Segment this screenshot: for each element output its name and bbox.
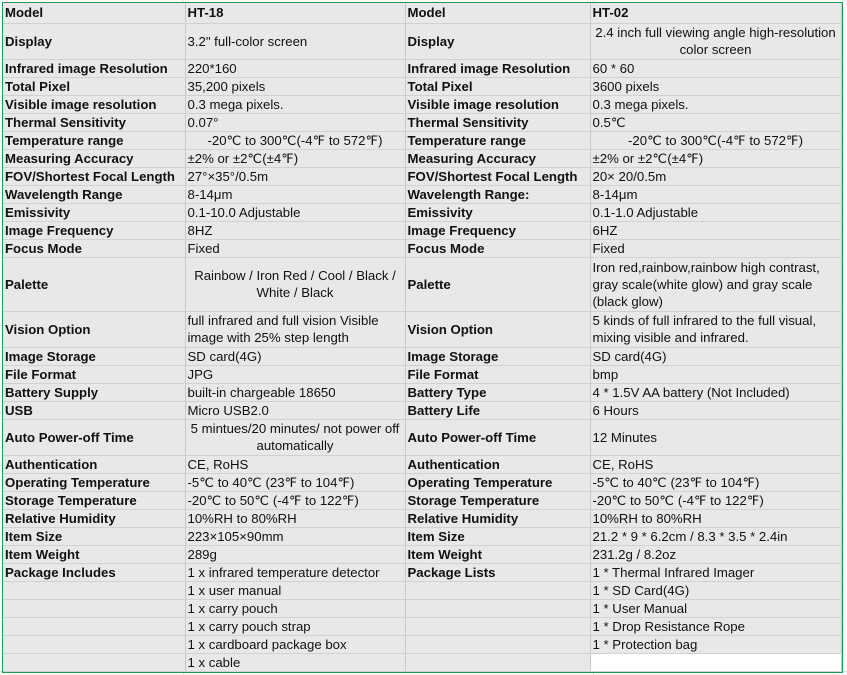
spec-comparison-table [3,3,842,672]
table-row [3,401,841,419]
cell-value-a[interactable]: 0.07° [185,113,405,131]
cell-label-a[interactable]: Measuring Accuracy [3,149,185,167]
cell-label-a[interactable]: Emissivity [3,203,185,221]
cell-label-a[interactable]: FOV/Shortest Focal Length [3,167,185,185]
cell-label-b[interactable]: Storage Temperature [405,491,590,509]
cell-value-b[interactable]: -20℃ to 50℃ (-4℉ to 122℉) [590,491,841,509]
cell-value-a[interactable]: 8-14μm [185,185,405,203]
cell-label-b[interactable]: Item Weight [405,545,590,563]
cell-label-a[interactable]: Battery Supply [3,383,185,401]
table-row [3,527,841,545]
cell-label-a[interactable] [3,581,185,599]
table-row [3,239,841,257]
cell-label-a[interactable]: Image Storage [3,347,185,365]
cell-value-a[interactable]: ±2% or ±2℃(±4℉) [185,149,405,167]
table-row [3,131,841,149]
cell-label-b[interactable]: Emissivity [405,203,590,221]
cell-label-b[interactable]: Wavelength Range: [405,185,590,203]
cell-label-a[interactable]: Palette [3,257,185,311]
cell-value-a[interactable]: 10%RH to 80%RH [185,509,405,527]
cell-value-a[interactable]: Rainbow / Iron Red / Cool / Black / White / Black [185,257,405,311]
cell-value-b[interactable]: 0.5℃ [590,113,841,131]
cell-value-a[interactable]: CE, RoHS [185,455,405,473]
cell-value-b[interactable]: 4 * 1.5V AA battery (Not Included) [590,383,841,401]
cell-label-a[interactable]: Auto Power-off Time [3,419,185,455]
cell-label-a[interactable]: Total Pixel [3,77,185,95]
table-row [3,59,841,77]
cell-value-a[interactable]: -20℃ to 50℃ (-4℉ to 122℉) [185,491,405,509]
cell-value-b[interactable]: 6 Hours [590,401,841,419]
table-row [3,95,841,113]
table-row [3,617,841,635]
cell-label-a[interactable]: Vision Option [3,311,185,347]
table-row [3,203,841,221]
cell-label-b[interactable] [405,599,590,617]
cell-label-b[interactable] [405,653,590,671]
cell-label-a[interactable] [3,617,185,635]
cell-value-b[interactable]: 60 * 60 [590,59,841,77]
cell-value-a[interactable]: 35,200 pixels [185,77,405,95]
cell-value-b[interactable]: 1 * Thermal Infrared Imager [590,563,841,581]
cell-value-a[interactable]: HT-18 [185,3,405,23]
cell-value-a[interactable]: 5 mintues/20 minutes/ not power off automatically [185,419,405,455]
table-row [3,3,841,23]
cell-value-a[interactable]: 1 x user manual [185,581,405,599]
table-row [3,563,841,581]
table-row [3,113,841,131]
cell-value-b[interactable]: 1 * SD Card(4G) [590,581,841,599]
table-row [3,653,841,671]
cell-value-a[interactable]: 1 x infrared temperature detector [185,563,405,581]
cell-value-b[interactable]: SD card(4G) [590,347,841,365]
cell-label-b[interactable]: Infrared image Resolution [405,59,590,77]
cell-label-b[interactable]: FOV/Shortest Focal Length [405,167,590,185]
cell-label-b[interactable]: Palette [405,257,590,311]
cell-value-a[interactable]: 3.2" full-color screen [185,23,405,59]
cell-value-b[interactable]: 0.1-1.0 Adjustable [590,203,841,221]
cell-label-b[interactable] [405,635,590,653]
cell-value-a[interactable]: 1 x carry pouch strap [185,617,405,635]
table-row [3,599,841,617]
cell-label-b[interactable]: Package Lists [405,563,590,581]
cell-label-a[interactable]: Item Size [3,527,185,545]
table-row [3,383,841,401]
cell-value-a[interactable]: 220*160 [185,59,405,77]
cell-value-a[interactable]: 0.3 mega pixels. [185,95,405,113]
cell-label-a[interactable]: Item Weight [3,545,185,563]
cell-value-b[interactable]: CE, RoHS [590,455,841,473]
cell-label-a[interactable]: Display [3,23,185,59]
cell-label-a[interactable]: Image Frequency [3,221,185,239]
cell-value-b[interactable]: Iron red,rainbow,rainbow high contrast, gray scale(white glow) and gray scale (black glow) [590,257,841,311]
cell-label-b[interactable]: Visible image resolution [405,95,590,113]
cell-label-a[interactable]: Relative Humidity [3,509,185,527]
cell-label-b[interactable] [405,617,590,635]
cell-value-b[interactable]: 6HZ [590,221,841,239]
cell-label-a[interactable]: Thermal Sensitivity [3,113,185,131]
cell-label-a[interactable]: Wavelength Range [3,185,185,203]
cell-label-b[interactable]: Relative Humidity [405,509,590,527]
cell-value-b[interactable]: 231.2g / 8.2oz [590,545,841,563]
cell-value-a[interactable]: Fixed [185,239,405,257]
cell-value-a[interactable]: JPG [185,365,405,383]
cell-label-b[interactable]: Temperature range [405,131,590,149]
cell-label-b[interactable]: Auto Power-off Time [405,419,590,455]
cell-value-b[interactable]: 20× 20/0.5m [590,167,841,185]
cell-label-b[interactable]: Thermal Sensitivity [405,113,590,131]
cell-value-a[interactable]: 8HZ [185,221,405,239]
cell-label-b[interactable]: Item Size [405,527,590,545]
cell-label-b[interactable] [405,581,590,599]
cell-label-b[interactable]: Image Storage [405,347,590,365]
cell-label-a[interactable]: Visible image resolution [3,95,185,113]
cell-value-b[interactable]: 0.3 mega pixels. [590,95,841,113]
cell-label-b[interactable]: Operating Temperature [405,473,590,491]
cell-value-b[interactable]: 2.4 inch full viewing angle high-resolution color screen [590,23,841,59]
cell-value-b[interactable]: 8-14μm [590,185,841,203]
cell-value-a[interactable]: -5℃ to 40℃ (23℉ to 104℉) [185,473,405,491]
table-row [3,419,841,455]
table-row [3,347,841,365]
cell-label-b[interactable]: Battery Type [405,383,590,401]
cell-label-a[interactable]: Infrared image Resolution [3,59,185,77]
cell-value-a[interactable]: 1 x cardboard package box [185,635,405,653]
table-row [3,257,841,311]
table-row [3,581,841,599]
table-row [3,473,841,491]
table-row [3,185,841,203]
cell-value-b[interactable]: 1 * Drop Resistance Rope [590,617,841,635]
table-row [3,491,841,509]
cell-label-a[interactable]: Model [3,3,185,23]
cell-value-b[interactable]: -5℃ to 40℃ (23℉ to 104℉) [590,473,841,491]
cell-label-b[interactable]: Battery Life [405,401,590,419]
cell-value-b[interactable]: 3600 pixels [590,77,841,95]
cell-value-a[interactable]: -20℃ to 300℃(-4℉ to 572℉) [185,131,405,149]
cell-label-a[interactable]: Temperature range [3,131,185,149]
spec-table-body [3,3,841,671]
cell-label-a[interactable] [3,599,185,617]
cell-value-a[interactable]: SD card(4G) [185,347,405,365]
cell-label-a[interactable]: Package Includes [3,563,185,581]
cell-value-b[interactable] [590,653,841,671]
cell-label-a[interactable] [3,635,185,653]
cell-value-b[interactable]: HT-02 [590,3,841,23]
table-row [3,311,841,347]
table-row [3,221,841,239]
cell-value-b[interactable]: 1 * Protection bag [590,635,841,653]
table-row [3,635,841,653]
cell-label-b[interactable]: File Format [405,365,590,383]
cell-label-b[interactable]: Model [405,3,590,23]
table-row [3,455,841,473]
cell-value-b[interactable]: 12 Minutes [590,419,841,455]
cell-value-b[interactable]: ±2% or ±2℃(±4℉) [590,149,841,167]
cell-label-a[interactable]: Operating Temperature [3,473,185,491]
table-row [3,509,841,527]
cell-value-a[interactable]: 0.1-10.0 Adjustable [185,203,405,221]
cell-value-a[interactable]: full infrared and full vision Visible image with 25% step length [185,311,405,347]
cell-label-b[interactable]: Vision Option [405,311,590,347]
cell-value-b[interactable]: 5 kinds of full infrared to the full visual, mixing visible and infrared. [590,311,841,347]
table-row [3,23,841,59]
cell-value-b[interactable]: bmp [590,365,841,383]
table-row [3,77,841,95]
cell-label-a[interactable]: Storage Temperature [3,491,185,509]
cell-label-b[interactable]: Measuring Accuracy [405,149,590,167]
cell-value-b[interactable]: 1 * User Manual [590,599,841,617]
cell-label-a[interactable]: File Format [3,365,185,383]
cell-value-a[interactable]: Micro USB2.0 [185,401,405,419]
cell-label-a[interactable]: Authentication [3,455,185,473]
cell-value-a[interactable]: built-in chargeable 18650 [185,383,405,401]
cell-label-b[interactable]: Image Frequency [405,221,590,239]
cell-label-b[interactable]: Display [405,23,590,59]
cell-value-b[interactable]: 10%RH to 80%RH [590,509,841,527]
cell-label-b[interactable]: Focus Mode [405,239,590,257]
cell-label-b[interactable]: Total Pixel [405,77,590,95]
cell-value-b[interactable]: Fixed [590,239,841,257]
cell-label-a[interactable] [3,653,185,671]
table-row [3,545,841,563]
cell-value-a[interactable]: 223×105×90mm [185,527,405,545]
table-row [3,149,841,167]
cell-value-a[interactable]: 1 x cable [185,653,405,671]
table-row [3,365,841,383]
cell-value-a[interactable]: 1 x carry pouch [185,599,405,617]
cell-value-a[interactable]: 289g [185,545,405,563]
cell-label-b[interactable]: Authentication [405,455,590,473]
cell-value-b[interactable]: -20℃ to 300℃(-4℉ to 572℉) [590,131,841,149]
cell-label-a[interactable]: USB [3,401,185,419]
table-row [3,167,841,185]
cell-value-a[interactable]: 27°×35°/0.5m [185,167,405,185]
cell-label-a[interactable]: Focus Mode [3,239,185,257]
cell-value-b[interactable]: 21.2 * 9 * 6.2cm / 8.3 * 3.5 * 2.4in [590,527,841,545]
